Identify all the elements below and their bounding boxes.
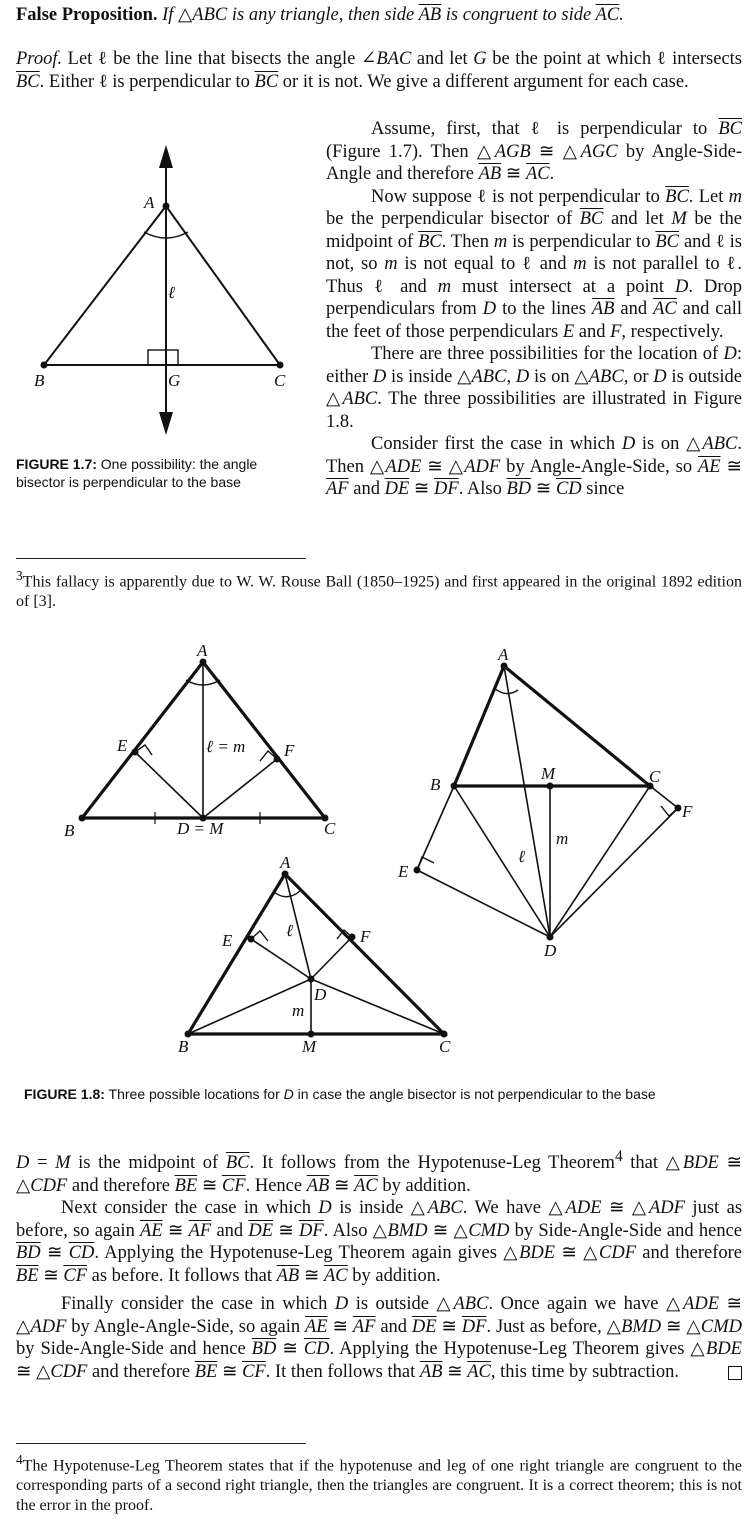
c1-label-a: A xyxy=(197,641,208,660)
point-a xyxy=(163,203,170,210)
figure-1-7 xyxy=(16,140,316,440)
footnote-rule-1 xyxy=(16,558,306,559)
proof-paragraph-3: Now suppose ℓ is not perpendicular to $\overline{BC}$. Let m be the perpendicular bisector of $\overline{BC}$ and let M be the midpoint of $\overline{BC}$. Then m is perpendicular to $\overline{BC}$ and ℓ is not, so m is not equal to ℓ and m is not parallel to ℓ. Thus ℓ and m must intersect at a point D. Drop perpendiculars from D to the lines $\overline{AB}$ and $\overline{AC}$ and call the feet of those perpendiculars E and F, respectively. xyxy=(326,186,743,342)
c3-label-e: E xyxy=(398,862,409,881)
c1-label-b: B xyxy=(64,821,75,840)
figure-1-8 xyxy=(0,636,754,1056)
c2-label-a: A xyxy=(280,853,291,872)
footnote-3: $^3$This fallacy is apparently due to W. W. Rouse Ball (1850–1925) and first appeared in the original 1892 edition of [3]. xyxy=(16,568,742,611)
label-ell: ℓ xyxy=(168,283,176,302)
c1-label-dm: D = M xyxy=(177,819,224,838)
proof-paragraph-6: D = M is the midpoint of $\overline{BC}$. It follows from the Hypotenuse-Leg Theorem$^4$ that △BDE ≅ △CDF and therefore $\overline{BE}$ ≅ $\overline{CF}$. Hence $\overline{AB}$ ≅ $\overline{AC}$ by addition. xyxy=(16,1148,742,1196)
triangle-abc xyxy=(44,206,280,365)
c2-label-m-line: m xyxy=(292,1001,305,1020)
point-c xyxy=(277,362,284,369)
proof-paragraph-4: There are three possibilities for the location of D: either D is inside △ABC, D is on △ABC, or D is outside △ABC. The three possibilities are illustrated in Figure 1.8. xyxy=(326,344,742,432)
figure-1-7-caption: FIGURE 1.7: One possibility: the angle bisector is perpendicular to the base xyxy=(16,456,258,490)
label-a: A xyxy=(144,193,155,212)
proposition xyxy=(16,4,742,27)
c1-label-e: E xyxy=(117,736,128,755)
qed-box-icon xyxy=(728,1366,742,1380)
label-g: G xyxy=(168,371,181,390)
c2-label-b: B xyxy=(178,1037,189,1056)
proof-paragraph-7: Next consider the case in which D is inside △ABC. We have △ADE ≅ △ADF just as before, so again $\overline{AE}$ ≅ $\overline{AF}$ and $\overline{DE}$ ≅ $\overline{DF}$. Also △BMD ≅ △CMD by Side-Angle-Side and hence $\overline{BD}$ ≅ $\overline{CD}$. Applying the Hypotenuse-Leg Theorem again gives △BDE ≅ △CDF and therefore $\overline{BE}$ ≅ $\overline{CF}$ as before. It follows that $\overline{AB}$ ≅ $\overline{AC}$ by addition. xyxy=(16,1198,743,1286)
proof-paragraph-5: Consider first the case in which D is on △ABC. Then △ADE ≅ △ADF by Angle-Angle-Side, so $\overline{AE}$ ≅ $\overline{AF}$ and $\overline{DE}$ ≅ $\overline{DF}$. Also $\overline{BD}$ ≅ $\overline{CD}$ since xyxy=(326,434,742,499)
c3-label-d: D xyxy=(544,941,557,960)
c2-label-e: E xyxy=(222,931,233,950)
arrow-up-icon xyxy=(159,145,173,168)
footnote-rule-2 xyxy=(16,1443,306,1444)
case-outside-triangle xyxy=(417,666,678,937)
proof-lower xyxy=(16,1146,742,1383)
figure-1-8-caption: FIGURE 1.8: Three possible locations for D in case the angle bisector is not perpendicular to the base xyxy=(24,1086,656,1102)
c2-label-d: D xyxy=(314,985,327,1004)
c3-label-c: C xyxy=(649,767,661,786)
proof-right-column xyxy=(326,118,742,501)
proof-paragraph-2: Assume, first, that ℓ is perpendicular to $\overline{BC}$ (Figure 1.7). Then △AGB ≅ △AGC by Angle-Side-Angle and therefore $\overline{AB}$ ≅ $\overline{AC}$. xyxy=(326,119,742,184)
footnote-4: $^4$The Hypotenuse-Leg Theorem states that if the hypotenuse and leg of one right triangle are congruent to the corresponding parts of a second right triangle, then the triangles are congruent. It is a correct theorem; this is not the error in the proof. xyxy=(16,1452,742,1515)
point-b xyxy=(41,362,48,369)
c2-label-f: F xyxy=(360,927,371,946)
label-c: C xyxy=(274,371,286,390)
arrow-down-icon xyxy=(159,412,173,435)
c2-label-ell: ℓ xyxy=(286,921,294,940)
c1-label-ellm: ℓ = m xyxy=(206,737,246,756)
c1-label-f: F xyxy=(284,741,295,760)
c2-label-m: M xyxy=(302,1037,317,1056)
c3-label-a: A xyxy=(498,645,509,664)
c2-label-c: C xyxy=(439,1037,451,1056)
proposition-label: False Proposition. xyxy=(16,5,158,25)
c3-label-m: M xyxy=(541,764,556,783)
proof-paragraph-8: Finally consider the case in which D is outside △ABC. Once again we have △ADE ≅ △ADF by Angle-Angle-Side, so again $\overline{AE}$ ≅ $\overline{AF}$ and $\overline{DE}$ ≅ $\overline{DF}$. Just as before, △BMD ≅ △CMD by Side-Angle-Side and hence $\overline{BD}$ ≅ $\overline{CD}$. Applying the Hypotenuse-Leg Theorem gives △BDE ≅ △CDF and therefore $\overline{BE}$ ≅ $\overline{CF}$. It then follows that $\overline{AB}$ ≅ $\overline{AC}$, this time by subtraction. xyxy=(16,1294,742,1382)
proof-paragraph-1: Proof. Let ℓ be the line that bisects the angle ∠BAC and let G be the point at which ℓ intersects $\overline{BC}$. Either ℓ is perpendicular to $\overline{BC}$ or it is not. We give a different argument for each case. xyxy=(16,49,742,92)
c1-label-c: C xyxy=(324,819,336,838)
c3-label-m-line: m xyxy=(556,829,569,848)
label-b: B xyxy=(34,371,45,390)
proposition-statement: If △ABC is any triangle, then side $\overline{AB}$ is congruent to side $\overline{AC}$. xyxy=(162,5,624,25)
c3-label-ell: ℓ xyxy=(518,847,526,866)
case-inside-triangle xyxy=(188,874,444,1034)
right-angle-mark xyxy=(148,350,178,365)
c3-label-f: F xyxy=(682,802,693,821)
c3-label-b: B xyxy=(430,775,441,794)
